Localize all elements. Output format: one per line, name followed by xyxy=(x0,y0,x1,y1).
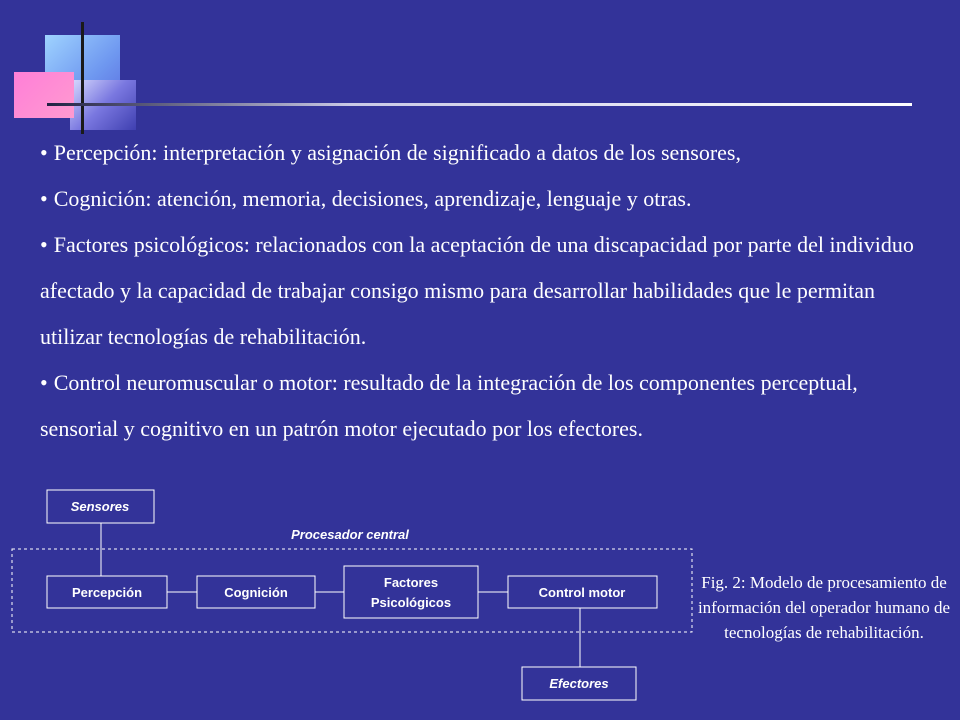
bullet-dot: • xyxy=(40,186,48,211)
bullet-dot: • xyxy=(40,370,48,395)
node-cognicion-label: Cognición xyxy=(224,585,288,600)
node-factores xyxy=(344,566,478,618)
figure-caption: Fig. 2: Modelo de procesamiento de información del operador humano de tecnologías de rehabilitación. xyxy=(697,573,951,642)
node-efectores-label: Efectores xyxy=(549,676,609,691)
bullet-text: Control neuromuscular o motor: resultado de la integración de los componentes perceptual, sensorial y cognitivo en un patrón motor ejecutado por los efectores. xyxy=(40,370,858,441)
bullet-dot: • xyxy=(40,140,48,165)
node-factores-label-line2: Psicológicos xyxy=(370,595,452,610)
node-sensores-label: Sensores xyxy=(70,499,130,514)
node-percepcion-label: Percepción xyxy=(71,585,143,600)
bullet-text: Factores psicológicos: relacionados con la aceptación de una discapacidad por parte del individuo afectado y la capacidad de trabajar consigo mismo para desarrollar habilidades que le permitan utilizar tecnologías de rehabilitación. xyxy=(40,232,914,349)
bullet-text: Cognición: atención, memoria, decisiones, aprendizaje, lenguaje y otras. xyxy=(53,186,692,211)
bullet-text: Percepción: interpretación y asignación de significado a datos de los sensores, xyxy=(53,140,741,165)
central-processor-label: Procesador central xyxy=(291,527,409,542)
node-control-motor-label: Control motor xyxy=(538,585,626,600)
node-factores-label-line1: Factores xyxy=(383,575,439,590)
bullet-dot: • xyxy=(40,232,48,257)
